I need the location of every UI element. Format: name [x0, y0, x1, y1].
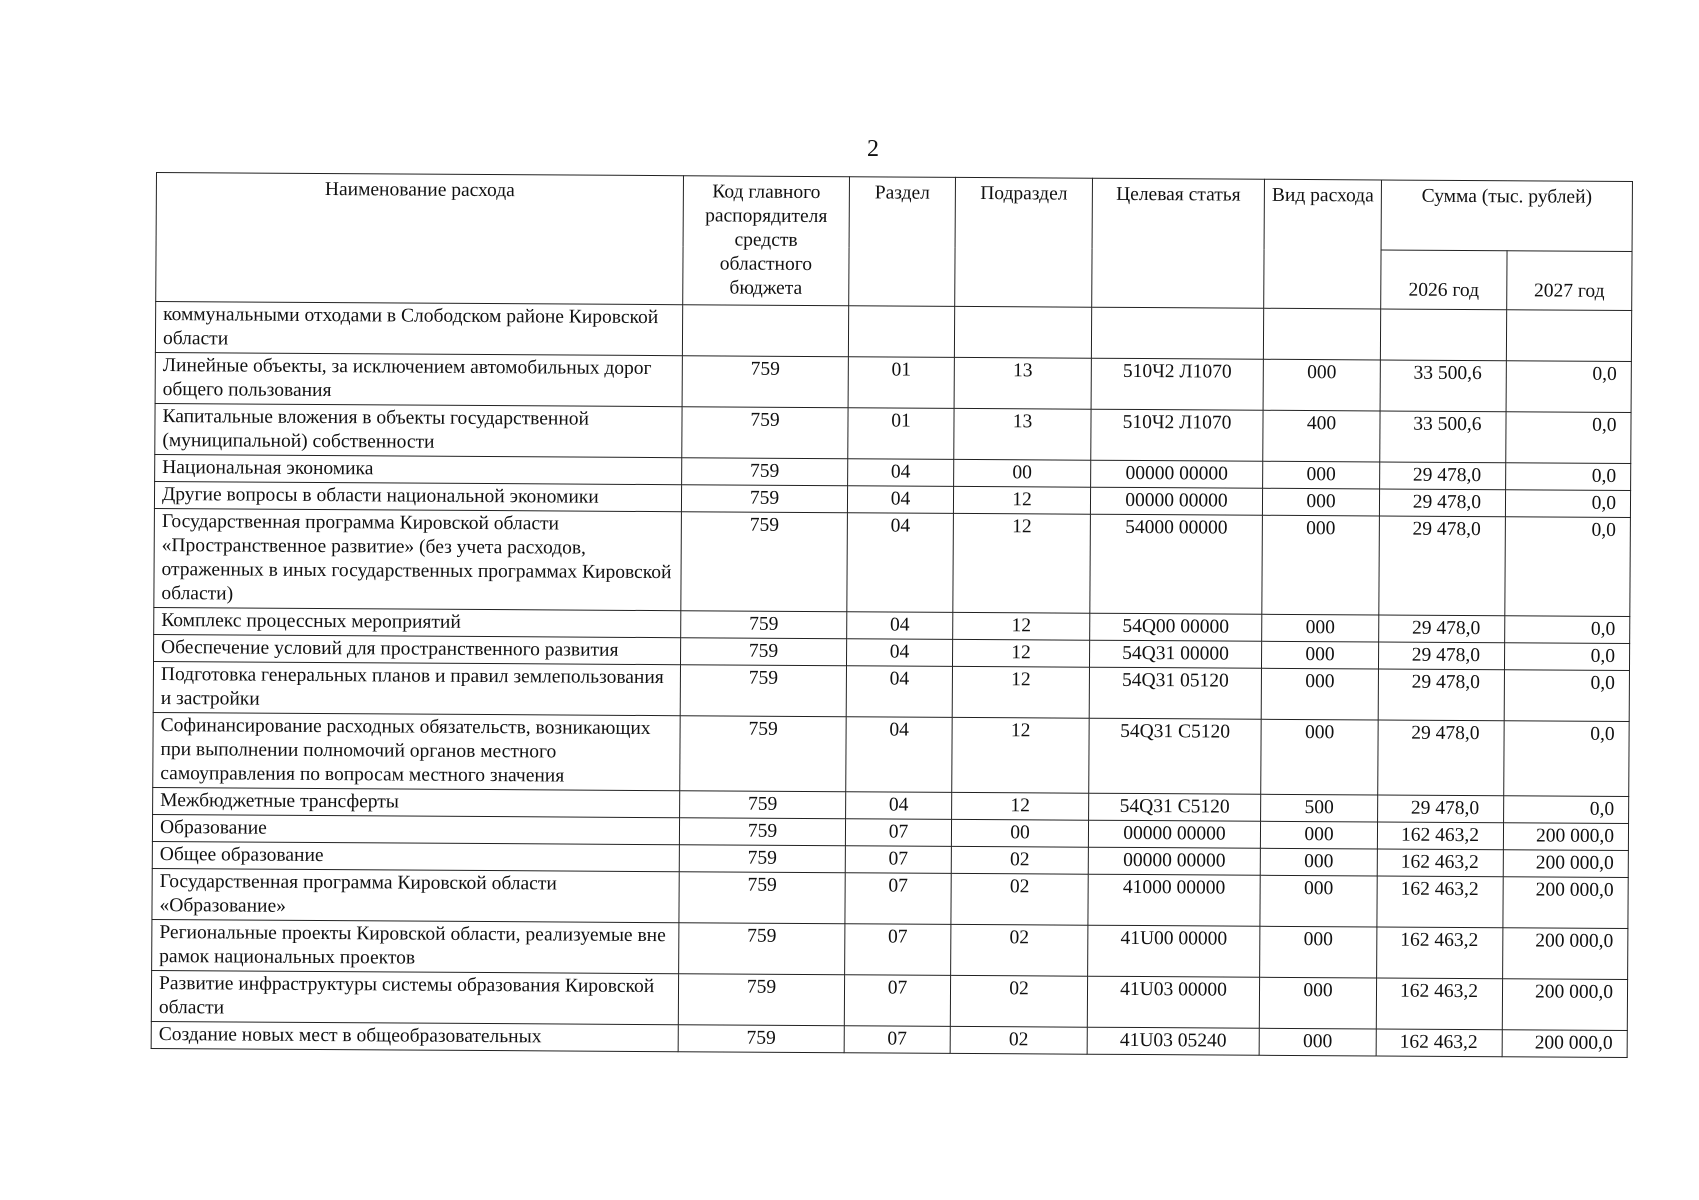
cell-name: Комплекс процессных мероприятий	[154, 607, 681, 637]
cell-subsection: 02	[951, 873, 1088, 925]
cell-kind	[1263, 308, 1380, 360]
cell-target: 41U00 00000	[1088, 925, 1260, 977]
cell-amount-2027: 0,0	[1506, 463, 1631, 491]
cell-section: 04	[848, 459, 954, 487]
budget-table	[151, 172, 1633, 1058]
table-row	[152, 919, 1628, 979]
cell-amount-2026: 29 478,0	[1378, 795, 1504, 823]
cell-target: 510Ч2 Л1070	[1091, 409, 1263, 461]
cell-name: Линейные объекты, за исключением автомобильных дорог общего пользования	[155, 352, 682, 406]
cell-code: 759	[682, 356, 848, 408]
cell-code: 759	[679, 872, 845, 924]
cell-kind: 000	[1259, 1028, 1376, 1056]
cell-code: 759	[678, 974, 844, 1026]
cell-amount-2026: 29 478,0	[1379, 615, 1505, 643]
cell-amount-2026: 162 463,2	[1376, 978, 1502, 1030]
cell-name: Другие вопросы в области национальной экономики	[154, 481, 681, 511]
cell-subsection: 02	[950, 1026, 1087, 1054]
cell-amount-2026: 162 463,2	[1376, 1029, 1502, 1057]
cell-amount-2027	[1506, 310, 1631, 362]
cell-code: 759	[679, 845, 845, 873]
cell-amount-2027: 0,0	[1505, 490, 1630, 518]
cell-name: Капитальные вложения в объекты государственной (муниципальной) собственности	[155, 403, 682, 457]
cell-code: 759	[680, 665, 846, 717]
cell-kind: 000	[1263, 461, 1380, 489]
cell-subsection: 12	[952, 792, 1089, 820]
cell-code: 759	[681, 638, 847, 666]
cell-target: 41000 00000	[1088, 874, 1260, 926]
cell-target: 00000 00000	[1091, 460, 1263, 488]
cell-amount-2027: 0,0	[1506, 412, 1631, 464]
cell-section: 04	[847, 486, 953, 514]
cell-subsection	[954, 306, 1091, 358]
cell-section: 07	[845, 873, 951, 925]
header-target: Целевая статья	[1092, 178, 1265, 308]
cell-amount-2026: 29 478,0	[1378, 720, 1504, 796]
cell-target: 00000 00000	[1088, 847, 1260, 875]
cell-code: 759	[680, 716, 846, 792]
cell-target: 510Ч2 Л1070	[1091, 358, 1263, 410]
cell-name: Софинансирование расходных обязательств, возникающих при выполнении полномочий органов местного самоуправления по вопросам местного значения	[153, 712, 680, 790]
cell-amount-2026	[1380, 309, 1506, 361]
cell-kind: 000	[1262, 488, 1379, 516]
cell-target: 54Q00 00000	[1090, 613, 1262, 641]
cell-amount-2027: 200 000,0	[1503, 850, 1628, 878]
table-row	[152, 868, 1628, 928]
cell-amount-2027: 0,0	[1504, 670, 1629, 722]
cell-subsection: 12	[953, 486, 1090, 514]
cell-target: 54Q31 00000	[1089, 640, 1261, 668]
cell-section: 04	[846, 666, 952, 718]
cell-kind: 000	[1260, 821, 1377, 849]
cell-amount-2026: 33 500,6	[1380, 360, 1506, 412]
cell-kind: 000	[1259, 977, 1376, 1029]
cell-kind: 000	[1261, 641, 1378, 669]
table-row	[151, 970, 1627, 1030]
cell-kind: 000	[1260, 848, 1377, 876]
cell-kind: 000	[1260, 875, 1377, 927]
cell-name: коммунальными отходами в Слободском районе Кировской области	[155, 302, 682, 356]
cell-code: 759	[679, 818, 845, 846]
cell-section: 04	[846, 717, 952, 793]
cell-amount-2027: 200 000,0	[1503, 928, 1628, 980]
cell-section: 04	[847, 612, 953, 640]
cell-amount-2026: 29 478,0	[1378, 642, 1504, 670]
cell-amount-2026: 162 463,2	[1377, 822, 1503, 850]
cell-code: 759	[681, 512, 848, 612]
header-name: Наименование расхода	[156, 173, 684, 305]
cell-name: Государственная программа Кировской области «Образование»	[152, 868, 679, 922]
cell-section	[848, 306, 954, 358]
cell-amount-2026: 29 478,0	[1380, 462, 1506, 490]
cell-code: 759	[681, 611, 847, 639]
cell-section: 01	[848, 357, 954, 409]
cell-subsection: 12	[952, 666, 1089, 718]
cell-subsection: 02	[951, 924, 1088, 976]
cell-name: Региональные проекты Кировской области, реализуемые вне рамок национальных проектов	[152, 919, 679, 973]
cell-name: Государственная программа Кировской области «Пространственное развитие» (без учета расходов, отраженных в иных государственных программах Кировской области)	[154, 508, 682, 610]
table-row	[153, 661, 1629, 721]
cell-name: Межбюджетные трансферты	[153, 787, 680, 817]
cell-target	[1091, 307, 1263, 359]
cell-name: Создание новых мест в общеобразовательных	[151, 1021, 678, 1051]
cell-target: 54Q31 C5120	[1089, 793, 1261, 821]
cell-name: Развитие инфраструктуры системы образования Кировской области	[151, 970, 678, 1024]
cell-subsection: 13	[954, 408, 1091, 460]
cell-target: 00000 00000	[1088, 820, 1260, 848]
cell-amount-2027: 0,0	[1506, 361, 1631, 413]
cell-subsection: 02	[950, 975, 1087, 1027]
table-row	[153, 712, 1629, 796]
cell-amount-2027: 0,0	[1504, 721, 1629, 797]
table-row	[155, 302, 1631, 362]
cell-amount-2026: 33 500,6	[1380, 411, 1506, 463]
cell-target: 00000 00000	[1090, 487, 1262, 515]
cell-name: Подготовка генеральных планов и правил землепользования и застройки	[153, 661, 680, 715]
cell-name: Общее образование	[152, 841, 679, 871]
header-subsection: Подраздел	[955, 177, 1093, 307]
cell-amount-2026: 162 463,2	[1377, 849, 1503, 877]
cell-code: 759	[680, 791, 846, 819]
cell-amount-2027: 200 000,0	[1502, 1030, 1627, 1058]
cell-kind: 000	[1260, 926, 1377, 978]
cell-subsection: 12	[952, 639, 1089, 667]
cell-target: 54Q31 05120	[1089, 667, 1261, 719]
cell-target: 41U03 05240	[1087, 1027, 1259, 1055]
cell-kind: 000	[1261, 719, 1378, 795]
cell-target: 54Q31 C5120	[1089, 718, 1261, 794]
cell-kind: 000	[1262, 515, 1380, 615]
header-code: Код главного распорядителя средств областного бюджета	[683, 176, 850, 306]
cell-subsection: 00	[951, 819, 1088, 847]
header-sum: Сумма (тыс. рублей)	[1381, 180, 1632, 252]
cell-code: 759	[682, 458, 848, 486]
cell-name: Обеспечение условий для пространственного развития	[154, 634, 681, 664]
cell-subsection: 12	[952, 717, 1089, 793]
cell-amount-2027: 200 000,0	[1502, 979, 1627, 1031]
header-kind: Вид расхода	[1264, 179, 1382, 309]
cell-code: 759	[682, 407, 848, 459]
cell-kind: 000	[1261, 668, 1378, 720]
cell-code: 759	[681, 485, 847, 513]
cell-amount-2027: 0,0	[1505, 517, 1631, 617]
cell-section: 07	[844, 1026, 950, 1054]
cell-code: 759	[679, 923, 845, 975]
table-body	[151, 302, 1632, 1058]
cell-kind: 000	[1262, 614, 1379, 642]
cell-amount-2026: 162 463,2	[1377, 876, 1503, 928]
cell-subsection: 02	[951, 846, 1088, 874]
cell-name: Образование	[152, 814, 679, 844]
cell-code: 759	[678, 1025, 844, 1053]
cell-target: 41U03 00000	[1087, 976, 1259, 1028]
header-section: Раздел	[849, 177, 956, 307]
cell-amount-2027: 0,0	[1504, 796, 1629, 824]
cell-kind: 000	[1263, 359, 1380, 411]
cell-section: 07	[845, 819, 951, 847]
cell-amount-2027: 0,0	[1505, 616, 1630, 644]
table-row	[155, 352, 1631, 412]
cell-amount-2027: 200 000,0	[1503, 823, 1628, 851]
cell-amount-2026: 162 463,2	[1377, 927, 1503, 979]
table-header	[156, 173, 1633, 311]
cell-amount-2026: 29 478,0	[1378, 669, 1504, 721]
cell-section: 07	[845, 924, 951, 976]
cell-subsection: 12	[953, 513, 1091, 613]
cell-subsection: 00	[954, 459, 1091, 487]
header-year-2026: 2026 год	[1381, 250, 1507, 310]
cell-amount-2026: 29 478,0	[1379, 516, 1506, 616]
cell-amount-2027: 0,0	[1504, 643, 1629, 671]
page-number: 2	[867, 136, 879, 162]
cell-kind: 400	[1263, 410, 1380, 462]
cell-section: 04	[847, 513, 954, 613]
cell-code	[682, 305, 848, 357]
cell-section: 04	[846, 792, 952, 820]
cell-amount-2027: 200 000,0	[1503, 877, 1628, 929]
cell-section: 04	[846, 639, 952, 667]
cell-section: 07	[845, 846, 951, 874]
cell-target: 54000 00000	[1090, 514, 1263, 614]
header-year-2027: 2027 год	[1507, 251, 1632, 311]
cell-section: 01	[848, 408, 954, 460]
cell-amount-2026: 29 478,0	[1379, 489, 1505, 517]
cell-name: Национальная экономика	[155, 454, 682, 484]
cell-subsection: 12	[953, 612, 1090, 640]
table-row	[154, 508, 1631, 616]
cell-kind: 500	[1261, 794, 1378, 822]
table-row	[155, 403, 1631, 463]
cell-section: 07	[844, 975, 950, 1027]
cell-subsection: 13	[954, 357, 1091, 409]
